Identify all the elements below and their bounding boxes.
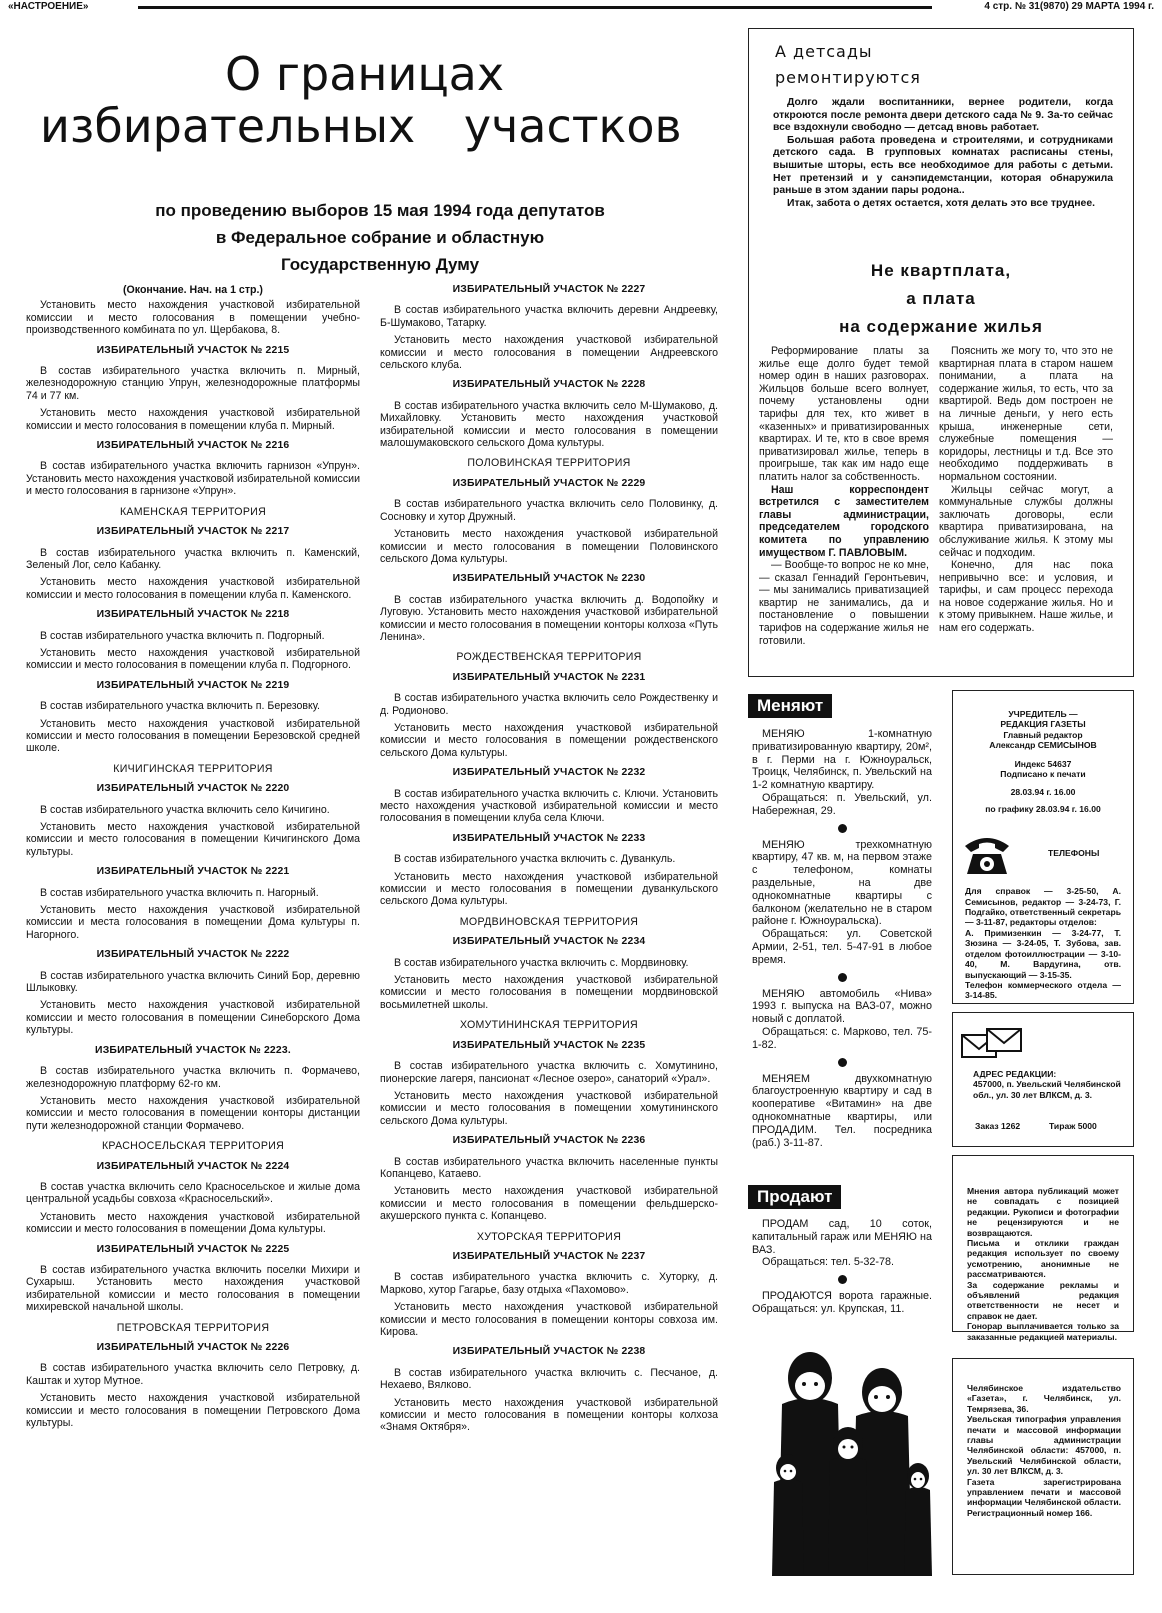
order-number: Заказ 1262 bbox=[975, 1121, 1021, 1131]
paragraph: Установить место нахождения участковой избирательной комиссии и место голосования в помещении хомутининского сельского Дома культуры. bbox=[380, 1089, 718, 1127]
paragraph: Жильцы сейчас могут, а коммунальные службы должны заключать договоры, если квартира приватизирована, на обслуживание жилья. К этому мы сейчас и подходим. bbox=[939, 483, 1113, 559]
section-heading: ИЗБИРАТЕЛЬНЫЙ УЧАСТОК № 2235 bbox=[452, 1039, 646, 1051]
housing-column-1 bbox=[759, 345, 929, 647]
phones-text: Телефон коммерческого отдела — 3-14-85. bbox=[965, 979, 1121, 1001]
envelope-icon bbox=[961, 1027, 1025, 1063]
territory-heading: КАМЕНСКАЯ ТЕРРИТОРИЯ bbox=[119, 505, 267, 518]
subhead-line-1: по проведению выборов 15 мая 1994 года депутатов bbox=[155, 201, 605, 220]
housing-column-2 bbox=[939, 345, 1113, 635]
founder-label: УЧРЕДИТЕЛЬ — bbox=[1008, 709, 1078, 719]
paragraph: В состав избирательного участка включить поселки Михири и Сухарыш. Установить место нахождения участковой избирательной комиссии и место голосования в помещении михиревской начальной школы. bbox=[26, 1263, 360, 1314]
section-heading: ИЗБИРАТЕЛЬНЫЙ УЧАСТОК № 2230 bbox=[452, 573, 646, 585]
paragraph: Установить место нахождения участковой избирательной комиссии и место голосования в помещении Половинского сельского Дома культуры. bbox=[380, 528, 718, 565]
ad-contact: Обращаться: тел. 5-32-78. bbox=[762, 1256, 895, 1269]
phones-list bbox=[953, 886, 1133, 1000]
section-heading: ИЗБИРАТЕЛЬНЫЙ УЧАСТОК № 2225 bbox=[96, 1243, 290, 1255]
masthead-rule bbox=[138, 6, 932, 9]
sidebar-articles-frame bbox=[748, 28, 1134, 677]
paragraph: В состав избирательного участка включить п. Мирный, железнодорожную станцию Упрун, железнодорожные платформы 74 и 77 км. bbox=[26, 365, 360, 402]
publisher-box bbox=[952, 1358, 1134, 1575]
paragraph: В состав избирательного участка включить село М-Шумаково, д. Михайловку. Установить место нахождения участковой избирательной комиссии и место голосования в помещении малошумаковского сельского Дома культуры. bbox=[380, 399, 718, 450]
paragraph: В состав избирательного участка включить село Рождественку и д. Родионово. bbox=[380, 692, 718, 717]
paragraph: В состав участка включить село Красносельское и жилые дома центральной усадьбы совхоза «Красносельский». bbox=[26, 1180, 360, 1206]
address-label: АДРЕС РЕДАКЦИИ: bbox=[973, 1069, 1057, 1079]
telephone-icon bbox=[961, 832, 1013, 876]
paragraph: В состав избирательного участка включить Синий Бор, деревню Шлыковку. bbox=[26, 969, 360, 995]
kindergarten-text bbox=[773, 97, 1113, 210]
signed-date: 28.03.94 г. 16.00 bbox=[1010, 787, 1076, 798]
ad-text: МЕНЯЕМ двухкомнатную благоустроенную квартиру и сад в кооперативе «Витамин» на две однокомнатные квартиры, или ПРОДАДИМ. Тел. посредника (раб.) 3-11-87. bbox=[752, 1072, 932, 1149]
disclaimer-paragraph: Мнения автора публикаций может не совпадать с позицией редакции. Рукописи и фотографии не рецензируются и не возвращаются. bbox=[967, 1186, 1119, 1238]
ad-contact: Обращаться: с. Марково, тел. 75-1-82. bbox=[752, 1025, 932, 1051]
ad-text: МЕНЯЮ автомобиль «Нива» 1993 г. выпуска на ВАЗ-07, можно новый с доплатой. bbox=[752, 987, 932, 1026]
paragraph: Установить место нахождения участковой избирательной комиссии и место голосования в помещении Дома культуры. bbox=[26, 1210, 360, 1236]
masthead-issue: 4 стр. № 31(9870) 29 МАРТА 1994 г. bbox=[984, 1, 1154, 12]
disclaimer-paragraph: Гонорар выплачивается только за заказанные редакцией материалы. bbox=[967, 1321, 1119, 1342]
housing-headline bbox=[771, 257, 1111, 341]
section-heading: ИЗБИРАТЕЛЬНЫЙ УЧАСТОК № 2223. bbox=[95, 1044, 291, 1056]
paragraph: В состав избирательного участка включить село Петровку, д. Каштак и хутор Мутное. bbox=[26, 1362, 360, 1387]
paragraph: Установить место нахождения участковой избирательной комиссии и место голосования в помещении Кичигинского Дома культуры. bbox=[26, 821, 360, 858]
paragraph: Установить место нахождения участковой избирательной комиссии и место голосования в помещении дуванкульского сельского Дома культуры. bbox=[380, 870, 718, 908]
paragraph: Установить место нахождения участковой избирательной комиссии и место голосования в помещении Березовской средней школе. bbox=[26, 717, 360, 755]
publisher-paragraph: Челябинское издательство «Газета», г. Челябинск, ул. Темрязева, 36. bbox=[967, 1383, 1121, 1414]
paragraph: Установить место нахождения участковой избирательной комиссии и место голосования в помещении конторы колхоза «Знамя Октября». bbox=[380, 1396, 718, 1434]
territory-heading: РОЖДЕСТВЕНСКАЯ ТЕРРИТОРИЯ bbox=[456, 651, 642, 664]
kindergarten-title-line-1: А детсады bbox=[775, 42, 873, 61]
territory-heading: ХУТОРСКАЯ ТЕРРИТОРИЯ bbox=[476, 1230, 622, 1243]
kindergarten-title-line-2: ремонтируются bbox=[775, 68, 921, 87]
territory-heading: КИЧИГИНСКАЯ ТЕРРИТОРИЯ bbox=[113, 762, 273, 775]
paragraph: Итак, забота о детях остается, хотя делать это все труднее. bbox=[787, 197, 1095, 209]
housing-headline-line-2: а плата bbox=[906, 289, 976, 308]
ad-contact: Обращаться: ул. Советской Армии, 2-51, тел. 5-47-91 в любое время. bbox=[752, 928, 932, 966]
section-heading: ИЗБИРАТЕЛЬНЫЙ УЧАСТОК № 2228 bbox=[452, 379, 646, 391]
paragraph: Установить место нахождения участковой избирательной комиссии и место голосования в помещении фельдшерско-акушерского пункта с. Копанцево. bbox=[380, 1185, 718, 1223]
sale-banner: Продают bbox=[748, 1185, 841, 1209]
section-heading: ИЗБИРАТЕЛЬНЫЙ УЧАСТОК № 2237 bbox=[452, 1250, 646, 1262]
section-heading: ИЗБИРАТЕЛЬНЫЙ УЧАСТОК № 2233 bbox=[452, 832, 646, 844]
paragraph: Конечно, для нас пока непривычно все: и условия, и тарифы, и сам процесс перехода на новое содержание жилья. Но и к этому привыкнем. Наше жилье, и нам его содержать. bbox=[939, 559, 1113, 635]
paragraph: Долго ждали воспитанники, вернее родители, когда откроются после ремонта двери детского сада № 9. За-то сейчас все вздохнули свободно — детсад вновь работает. bbox=[773, 97, 1113, 134]
paragraph: В состав избирательного участка включить с. Мордвиновку. bbox=[394, 956, 689, 969]
bullet-dot bbox=[838, 973, 847, 982]
masthead-title: «НАСТРОЕНИЕ» bbox=[8, 1, 89, 12]
ad-text: МЕНЯЮ трехкомнатную квартиру, 47 кв. м, на первом этаже с телефоном, комнаты раздельные, на две однокомнатные квартиры с балконом (желательно не в старом районе г. Южноуральска). bbox=[752, 838, 932, 928]
family-cartoon-illustration bbox=[752, 1340, 942, 1580]
disclaimer-paragraph: За содержание рекламы и объявлений редакция ответственности не несет и справок не дает. bbox=[967, 1279, 1119, 1321]
subhead-line-3: Государственную Думу bbox=[280, 255, 480, 274]
publisher-paragraph: Газета зарегистрирована управлением печати и массовой информации Челябинской области. Регистрационный номер 166. bbox=[967, 1476, 1121, 1518]
ad-text: ПРОДАМ сад, 10 соток, капитальный гараж или МЕНЯЮ на ВАЗ. bbox=[752, 1218, 932, 1256]
section-heading: ИЗБИРАТЕЛЬНЫЙ УЧАСТОК № 2232 bbox=[452, 767, 646, 779]
territory-heading: МОРДВИНОВСКАЯ ТЕРРИТОРИЯ bbox=[459, 915, 639, 928]
paragraph: Установить место нахождения участковой избирательной комиссии и место голосования в помещении клуба п. Подгорного. bbox=[26, 646, 360, 672]
address-text bbox=[973, 1069, 1123, 1100]
paragraph: В состав избирательного участка включить п. Нагорный. bbox=[40, 886, 319, 899]
housing-headline-line-3: на содержание жилья bbox=[839, 317, 1043, 336]
territory-heading: КРАСНОСЕЛЬСКАЯ ТЕРРИТОРИЯ bbox=[101, 1140, 285, 1153]
section-heading: ИЗБИРАТЕЛЬНЫЙ УЧАСТОК № 2234 bbox=[452, 936, 646, 948]
paragraph: Установить место нахождения участковой избирательной комиссии и место голосования в помещении клуба п. Каменского. bbox=[26, 576, 360, 601]
paragraph: В состав избирательного участка включить д. Водопойку и Луговую. Установить место нахождения участковой избирательной комиссии и место голосования в помещении конторы колхоза «Путь Ленина». bbox=[380, 593, 718, 643]
bullet-dot bbox=[838, 1058, 847, 1067]
exchange-banner: Меняют bbox=[748, 694, 832, 718]
article-column-2 bbox=[380, 284, 718, 1439]
section-heading: ИЗБИРАТЕЛЬНЫЙ УЧАСТОК № 2229 bbox=[452, 477, 646, 489]
bullet-dot bbox=[838, 824, 847, 833]
publisher-text bbox=[953, 1359, 1133, 1518]
territory-heading: ХОМУТИНИНСКАЯ ТЕРРИТОРИЯ bbox=[459, 1019, 639, 1032]
paragraph: Пояснить же могу то, что это не квартирная плата в старом нашем понимании, а плата на содержание жилья, то есть, что за квартирой. Ведь дом построен не на личные деньги, у него есть крыша, инженерные сети, служебные помещения — коридоры, лестницы и т.д. Все это необходимо поддерживать в нормальном состоянии. bbox=[939, 345, 1113, 483]
paragraph: В состав избирательного участка включить с. Дуванкуль. bbox=[394, 853, 676, 866]
article-column-1 bbox=[26, 284, 360, 1434]
paragraph: Наш корреспондент встретился с заместителем главы администрации, председателем городского комитета по управлению имуществом Г. ПАВЛОВЫМ. bbox=[759, 483, 929, 559]
section-heading: ИЗБИРАТЕЛЬНЫЙ УЧАСТОК № 2221 bbox=[96, 866, 290, 878]
paragraph: В состав избирательного участка включить с. Хомутинино, пионерские лагеря, пансионат «Лесное озеро», санаторий «Урал». bbox=[380, 1060, 718, 1085]
paragraph: В состав избирательного участка включить с. Хуторку, д. Марково, хутор Гагарье, базу отдыха «Пахомово». bbox=[380, 1271, 718, 1296]
section-heading: ИЗБИРАТЕЛЬНЫЙ УЧАСТОК № 2231 bbox=[452, 671, 646, 683]
circulation: Тираж 5000 bbox=[1049, 1121, 1097, 1131]
scheduled-date: по графику 28.03.94 г. 16.00 bbox=[985, 803, 1101, 814]
paragraph: Большая работа проведена и строителями, и сотрудниками детского сада. В групповых комнатах расписаны стены, вышитые шторы, есть все необходимое для работы с детьми. Нет претензий и у санэпидемстанции, которая обнаружила раньше в этом здании пары родона.. bbox=[773, 134, 1113, 197]
paragraph: В состав избирательного участка включить с. Песчаное, д. Нехаево, Вялково. bbox=[380, 1366, 718, 1392]
bullet-dot bbox=[838, 1275, 847, 1284]
paragraph: В состав избирательного участка включить село Кичигино. bbox=[40, 803, 330, 816]
paragraph: В состав избирательного участка включить село Половинку, д. Сосновку и хутор Дружный. bbox=[380, 498, 718, 523]
signed-label: Подписано к печати bbox=[1000, 769, 1086, 780]
paragraph: Установить место нахождения участковой избирательной комиссии и место голосования в помещении конторы совхоза им. Кирова. bbox=[380, 1301, 718, 1338]
paragraph: В состав избирательного участка включить п. Каменский, Зеленый Лог, село Кабанку. bbox=[26, 546, 360, 571]
founder-box bbox=[952, 690, 1134, 1004]
section-heading: ИЗБИРАТЕЛЬНЫЙ УЧАСТОК № 2227 bbox=[452, 284, 646, 295]
subhead bbox=[100, 197, 660, 278]
publisher-paragraph: Увельская типография управления печати и массовой информации главы администрации Челябинской области: 457000, п. Увельский Челябинской области, ул. 30 лет ВЛКСМ, д. 3. bbox=[967, 1414, 1121, 1477]
section-heading: ИЗБИРАТЕЛЬНЫЙ УЧАСТОК № 2226 bbox=[96, 1342, 290, 1353]
ad-text: МЕНЯЮ 1-комнатную приватизированную квартиру, 20м², в г. Перми на г. Южноуральск, Троицк, Челябинск, п. Увельский на 1-2 комнатную квартиру. bbox=[752, 728, 932, 792]
paragraph: Установить место нахождения участковой избирательной комиссии и место голосования в помещении Синеборского Дома культуры. bbox=[26, 999, 360, 1037]
housing-headline-line-1: Не квартплата, bbox=[870, 261, 1012, 280]
masthead bbox=[8, 0, 1154, 14]
paragraph: В состав избирательного участка включить гарнизон «Упрун». Установить место нахождения участковой избирательной комиссии и место голосования в гарнизоне «Упрун». bbox=[26, 460, 360, 498]
disclaimer-paragraph: Письма и отклики граждан редакция использует по своему усмотрению, анонимные не рассматриваются. bbox=[967, 1238, 1119, 1280]
paragraph: Установить место нахождения участковой избирательной комиссии и место голосования в помещении мордвиновской восьмилетней школы. bbox=[380, 974, 718, 1011]
paragraph: Установить место нахождения участковой избирательной комиссии и место голосования в помещении Андреевского сельского клуба. bbox=[380, 334, 718, 372]
sale-ads bbox=[752, 1218, 932, 1316]
address-box bbox=[952, 1012, 1134, 1147]
paragraph: Установить место нахождения участковой избирательной комиссии и место голосования в помещении Петровского Дома культуры. bbox=[26, 1392, 360, 1430]
phones-header bbox=[953, 832, 1133, 886]
paragraph: Установить место нахождения участковой избирательной комиссии и места голосования в помещении Дома культуры п. Нагорного. bbox=[26, 904, 360, 941]
paragraph: В состав избирательного участка включить деревни Андреевку, Б-Шумаково, Татарку. bbox=[380, 304, 718, 329]
editor-name: Александр СЕМИСЫНОВ bbox=[989, 740, 1097, 751]
section-heading: ИЗБИРАТЕЛЬНЫЙ УЧАСТОК № 2217 bbox=[96, 526, 290, 538]
paragraph: В состав избирательного участка включить населенные пункты Копанцево, Катаево. bbox=[380, 1155, 718, 1180]
paragraph: Установить место нахождения участковой избирательной комиссии и место голосования в помещении рождественского сельского Дома культуры. bbox=[380, 721, 718, 759]
kindergarten-title bbox=[775, 39, 921, 91]
section-heading: ИЗБИРАТЕЛЬНЫЙ УЧАСТОК № 2220 bbox=[96, 783, 290, 795]
territory-heading: ПОЛОВИНСКАЯ ТЕРРИТОРИЯ bbox=[467, 457, 631, 470]
paragraph: В состав избирательного участка включить с. Ключи. Установить место нахождения участковой избирательной комиссии и место голосования в помещении клуба села Ключи. bbox=[380, 787, 718, 825]
phones-text: Для справок — 3-25-50, А. Семисынов, редактор — 3-24-73, Г. Подгайко, ответственный секретарь — 3-11-87, редакторы отделов: bbox=[965, 886, 1121, 928]
disclaimer-box bbox=[952, 1155, 1134, 1342]
disclaimer-text bbox=[953, 1156, 1133, 1342]
headline-line-2: избирательных участков bbox=[40, 99, 682, 153]
ad-contact: Обращаться: п. Увельский, ул. Набережная, 29. bbox=[752, 791, 932, 817]
exchange-ads bbox=[752, 728, 932, 1149]
section-heading: ИЗБИРАТЕЛЬНЫЙ УЧАСТОК № 2215 bbox=[96, 344, 290, 356]
paragraph: Установить место нахождения участковой избирательной комиссии и место голосования в помещении клуба п. Мирный. bbox=[26, 407, 360, 432]
address-value: 457000, п. Увельский Челябинской обл., ул. 30 лет ВЛКСМ, д. 3. bbox=[973, 1079, 1121, 1100]
paragraph: Установить место нахождения участковой избирательной комиссии и место голосования в помещении конторы дистанции пути железнодорожной станции Формачево. bbox=[26, 1094, 360, 1132]
paragraph: — Вообще-то вопрос не ко мне, — сказал Геннадий Геронтьевич, — мы занимались приватизацией квартир не занимались, да и постановление о повышении тарифов на содержание жилья не готовили. bbox=[759, 559, 929, 647]
phones-title: ТЕЛЕФОНЫ bbox=[1048, 848, 1100, 859]
headline-line-1: О границах bbox=[225, 47, 505, 101]
subhead-line-2: в Федеральное собрание и областную bbox=[215, 228, 545, 247]
index: Индекс 54637 bbox=[1014, 758, 1072, 769]
section-heading: ИЗБИРАТЕЛЬНЫЙ УЧАСТОК № 2238 bbox=[452, 1346, 646, 1358]
section-heading: ИЗБИРАТЕЛЬНЫЙ УЧАСТОК № 2236 bbox=[452, 1135, 646, 1147]
headline bbox=[20, 48, 740, 152]
phones-text: А. Примизенкин — 3-24-77, Т. Зюзина — 3-24-05, Т. Зубова, зав. отделом фотоиллюстрации — 3-10-40, М. Вардугина, отв. выпускающий — 3-15-35. bbox=[965, 927, 1121, 980]
editor-label: Главный редактор bbox=[1003, 729, 1083, 740]
section-heading: ИЗБИРАТЕЛЬНЫЙ УЧАСТОК № 2216 bbox=[96, 440, 290, 452]
paragraph: Реформирование платы за жилье еще долго будет темой номер один в наших разговорах. Жильцов больше всего волнует, почему установлены одни тарифы для тех, кто живет в «казенных» и приватизированных квартирах. И те, кто в свое время приватизировал жилье, теперь в проигрыше, так как им надо еще платить налог за собственность. bbox=[759, 345, 929, 483]
section-heading: ИЗБИРАТЕЛЬНЫЙ УЧАСТОК № 2224 bbox=[96, 1160, 290, 1172]
founder-name: РЕДАКЦИЯ ГАЗЕТЫ bbox=[1000, 719, 1086, 730]
section-heading: ИЗБИРАТЕЛЬНЫЙ УЧАСТОК № 2222 bbox=[96, 949, 290, 961]
paragraph: В состав избирательного участка включить п. Березовку. bbox=[40, 700, 320, 713]
continuation-note: (Окончание. Нач. на 1 стр.) bbox=[123, 284, 263, 296]
section-heading: ИЗБИРАТЕЛЬНЫЙ УЧАСТОК № 2219 bbox=[96, 679, 290, 691]
ad-text: ПРОДАЮТСЯ ворота гаражные. Обращаться: ул. Крупская, 11. bbox=[752, 1290, 932, 1315]
territory-heading: ПЕТРОВСКАЯ ТЕРРИТОРИЯ bbox=[116, 1321, 270, 1334]
paragraph: В состав избирательного участка включить п. Подгорный. bbox=[40, 629, 325, 642]
section-heading: ИЗБИРАТЕЛЬНЫЙ УЧАСТОК № 2218 bbox=[96, 609, 290, 621]
paragraph: В состав избирательного участка включить п. Формачево, железнодорожную платформу 62-го км. bbox=[26, 1065, 360, 1090]
paragraph: Установить место нахождения участковой избирательной комиссии и место голосования в помещении учебно-производственного комбината по ул. Щербакова, 8. bbox=[26, 299, 360, 337]
